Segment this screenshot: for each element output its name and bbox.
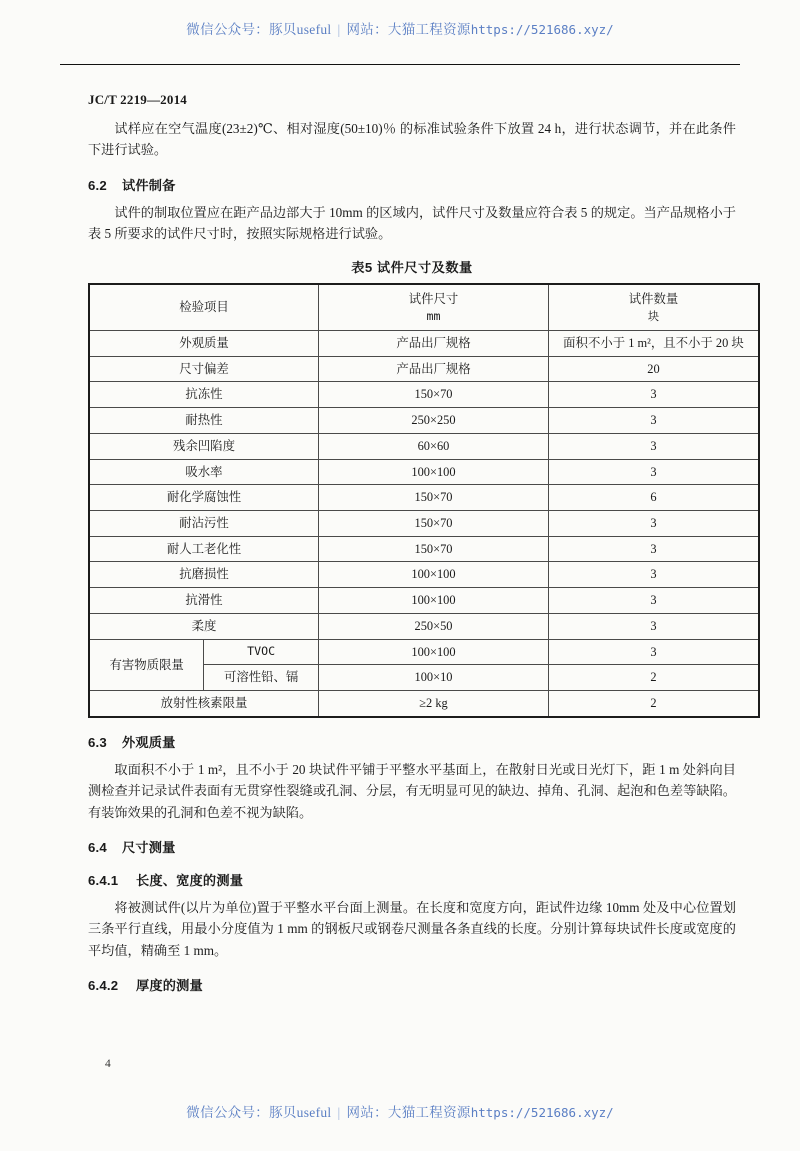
cell-quantity: 3 (549, 408, 760, 434)
cell-item: 耐化学腐蚀性 (89, 485, 319, 511)
header-qty-unit: 块 (647, 310, 660, 323)
cell-size: 100×100 (319, 588, 549, 614)
clause-title-6-2: 试件制备 (122, 177, 176, 193)
cell-quantity: 3 (549, 639, 760, 665)
cell-size: 100×10 (319, 665, 549, 691)
clause-title-6-4-1: 长度、宽度的测量 (136, 873, 244, 889)
cell-quantity: 面积不小于 1 m²，且不小于 20 块 (549, 330, 760, 356)
table-row (89, 691, 759, 717)
clause-number-6-2: 6.2 (88, 177, 107, 193)
clause-6-2-paragraph: 试件的制取位置应在距产品边部大于 10mm 的区域内，试件尺寸及数量应符合表 5 的规定。当产品规格小于表 5 所要求的试件尺寸时，按照实际规格进行试验。 (88, 204, 736, 242)
table-head (89, 284, 759, 331)
cell-quantity: 6 (549, 485, 760, 511)
watermark-top (0, 18, 800, 38)
watermark-url: https://521686.xyz/ (470, 1105, 614, 1120)
clause-number-6-3: 6.3 (88, 734, 107, 750)
watermark-wechat-label: 微信公众号： (186, 1105, 270, 1120)
cell-quantity: 20 (549, 356, 760, 382)
cell-size: 100×100 (319, 562, 549, 588)
watermark-wechat-label: 微信公众号： (186, 22, 270, 37)
cell-size: ≥2 kg (319, 691, 549, 717)
cell-quantity: 3 (549, 433, 760, 459)
table-row (89, 511, 759, 537)
cell-quantity: 3 (549, 536, 760, 562)
clause-number-6-4-1: 6.4.1 (88, 873, 119, 889)
watermark-bottom (0, 1101, 800, 1121)
cell-quantity: 2 (549, 665, 760, 691)
cell-item: 尺寸偏差 (89, 356, 319, 382)
cell-size: 产品出厂规格 (319, 356, 549, 382)
clause-heading-6-4-2 (88, 975, 736, 994)
cell-item: 外观质量 (89, 330, 319, 356)
table-row (89, 588, 759, 614)
cell-quantity: 3 (549, 613, 760, 639)
table-row (89, 613, 759, 639)
cell-size: 100×100 (319, 639, 549, 665)
intro-paragraph: 试样应在空气温度(23±2)℃、相对湿度(50±10)％ 的标准试验条件下放置 24 h，进行状态调节，并在此条件下进行试验。 (88, 121, 736, 158)
document-body (88, 118, 744, 1002)
cell-size: 250×250 (319, 408, 549, 434)
watermark-separator: | (337, 22, 341, 37)
cell-item: 残余凹陷度 (89, 433, 319, 459)
cell-quantity: 3 (549, 382, 760, 408)
header-qty-label: 试件数量 (628, 291, 679, 306)
cell-quantity: 3 (549, 562, 760, 588)
header-cell-item: 检验项目 (89, 284, 319, 331)
clause-title-6-3: 外观质量 (122, 734, 176, 750)
cell-item: 柔度 (89, 613, 319, 639)
clause-title-6-4-2: 厚度的测量 (136, 978, 203, 994)
cell-item: 放射性核素限量 (89, 691, 319, 717)
cell-size: 150×70 (319, 382, 549, 408)
cell-item: 耐人工老化性 (89, 536, 319, 562)
cell-quantity: 3 (549, 459, 760, 485)
cell-item: 耐热性 (89, 408, 319, 434)
watermark-url: https://521686.xyz/ (470, 22, 614, 37)
clause-number-6-4-2: 6.4.2 (88, 978, 119, 994)
cell-item: 抗滑性 (89, 588, 319, 614)
table-body (89, 330, 759, 717)
cell-item: 吸水率 (89, 459, 319, 485)
clause-heading-6-3 (88, 732, 736, 751)
header-cell-quantity (549, 284, 760, 331)
specimen-size-quantity-table (88, 283, 760, 718)
cell-size: 100×100 (319, 459, 549, 485)
cell-size: 150×70 (319, 485, 549, 511)
cell-group-label: 有害物质限量 (89, 639, 204, 690)
page-number: 4 (105, 1058, 111, 1070)
document-standard-number: JC/T 2219—2014 (88, 92, 187, 107)
watermark-site-label: 网站： (346, 22, 388, 37)
clause-number-6-4: 6.4 (88, 840, 107, 856)
watermark-site-name: 大猫工程资源 (387, 1105, 471, 1120)
table-row-group-first (89, 639, 759, 665)
cell-subitem: TVOC (204, 639, 319, 665)
cell-size: 产品出厂规格 (319, 330, 549, 356)
clause-title-6-4: 尺寸测量 (122, 840, 176, 856)
table-row (89, 433, 759, 459)
header-cell-size (319, 284, 549, 331)
clause-6-3-paragraph: 取面积不小于 1 m²，且不小于 20 块试件平铺于平整水平基面上，在散射日光或日光灯下，距 1 m 处斜向目测检查并记录试件表面有无贯穿性裂缝或孔洞、分层，有无明显可见的缺边、掉角、孔洞、起泡和色差等缺陷。有装饰效果的孔洞和色差不视为缺陷。 (88, 761, 736, 820)
watermark-account: 豚贝useful (269, 22, 332, 37)
header-size-unit: mm (426, 309, 441, 324)
clause-heading-6-4-1 (88, 870, 736, 889)
cell-quantity: 2 (549, 691, 760, 717)
clause-heading-6-4 (88, 837, 736, 856)
cell-item: 耐沾污性 (89, 511, 319, 537)
watermark-site-label: 网站： (346, 1105, 388, 1120)
table-row (89, 382, 759, 408)
watermark-account: 豚贝useful (269, 1105, 332, 1120)
watermark-site-name: 大猫工程资源 (387, 22, 471, 37)
clause-6-4-1-paragraph: 将被测试件(以片为单位)置于平整水平台面上测量。在长度和宽度方向，距试件边缘 10mm 处及中心位置划三条平行直线，用最小分度值为 1 mm 的钢板尺或钢卷尺测量各条直线的长度。分别计算每块试件长度或宽度的平均值，精确至 1 mm。 (88, 900, 736, 958)
table-row (89, 485, 759, 511)
cell-item: 抗磨损性 (89, 562, 319, 588)
table-header-row (89, 284, 759, 331)
table-caption: 表5 试件尺寸及数量 (351, 259, 473, 275)
cell-size: 150×70 (319, 511, 549, 537)
header-size-label: 试件尺寸 (408, 291, 459, 306)
header-rule (60, 64, 740, 65)
table-row (89, 408, 759, 434)
cell-quantity: 3 (549, 511, 760, 537)
clause-heading-6-2 (88, 175, 736, 194)
cell-quantity: 3 (549, 588, 760, 614)
cell-subitem: 可溶性铅、镉 (204, 665, 319, 691)
table-row (89, 330, 759, 356)
cell-size: 60×60 (319, 433, 549, 459)
table-row (89, 562, 759, 588)
cell-item: 抗冻性 (89, 382, 319, 408)
cell-size: 150×70 (319, 536, 549, 562)
table-row (89, 536, 759, 562)
watermark-separator: | (337, 1105, 341, 1120)
table-row (89, 356, 759, 382)
cell-size: 250×50 (319, 613, 549, 639)
table-row (89, 459, 759, 485)
